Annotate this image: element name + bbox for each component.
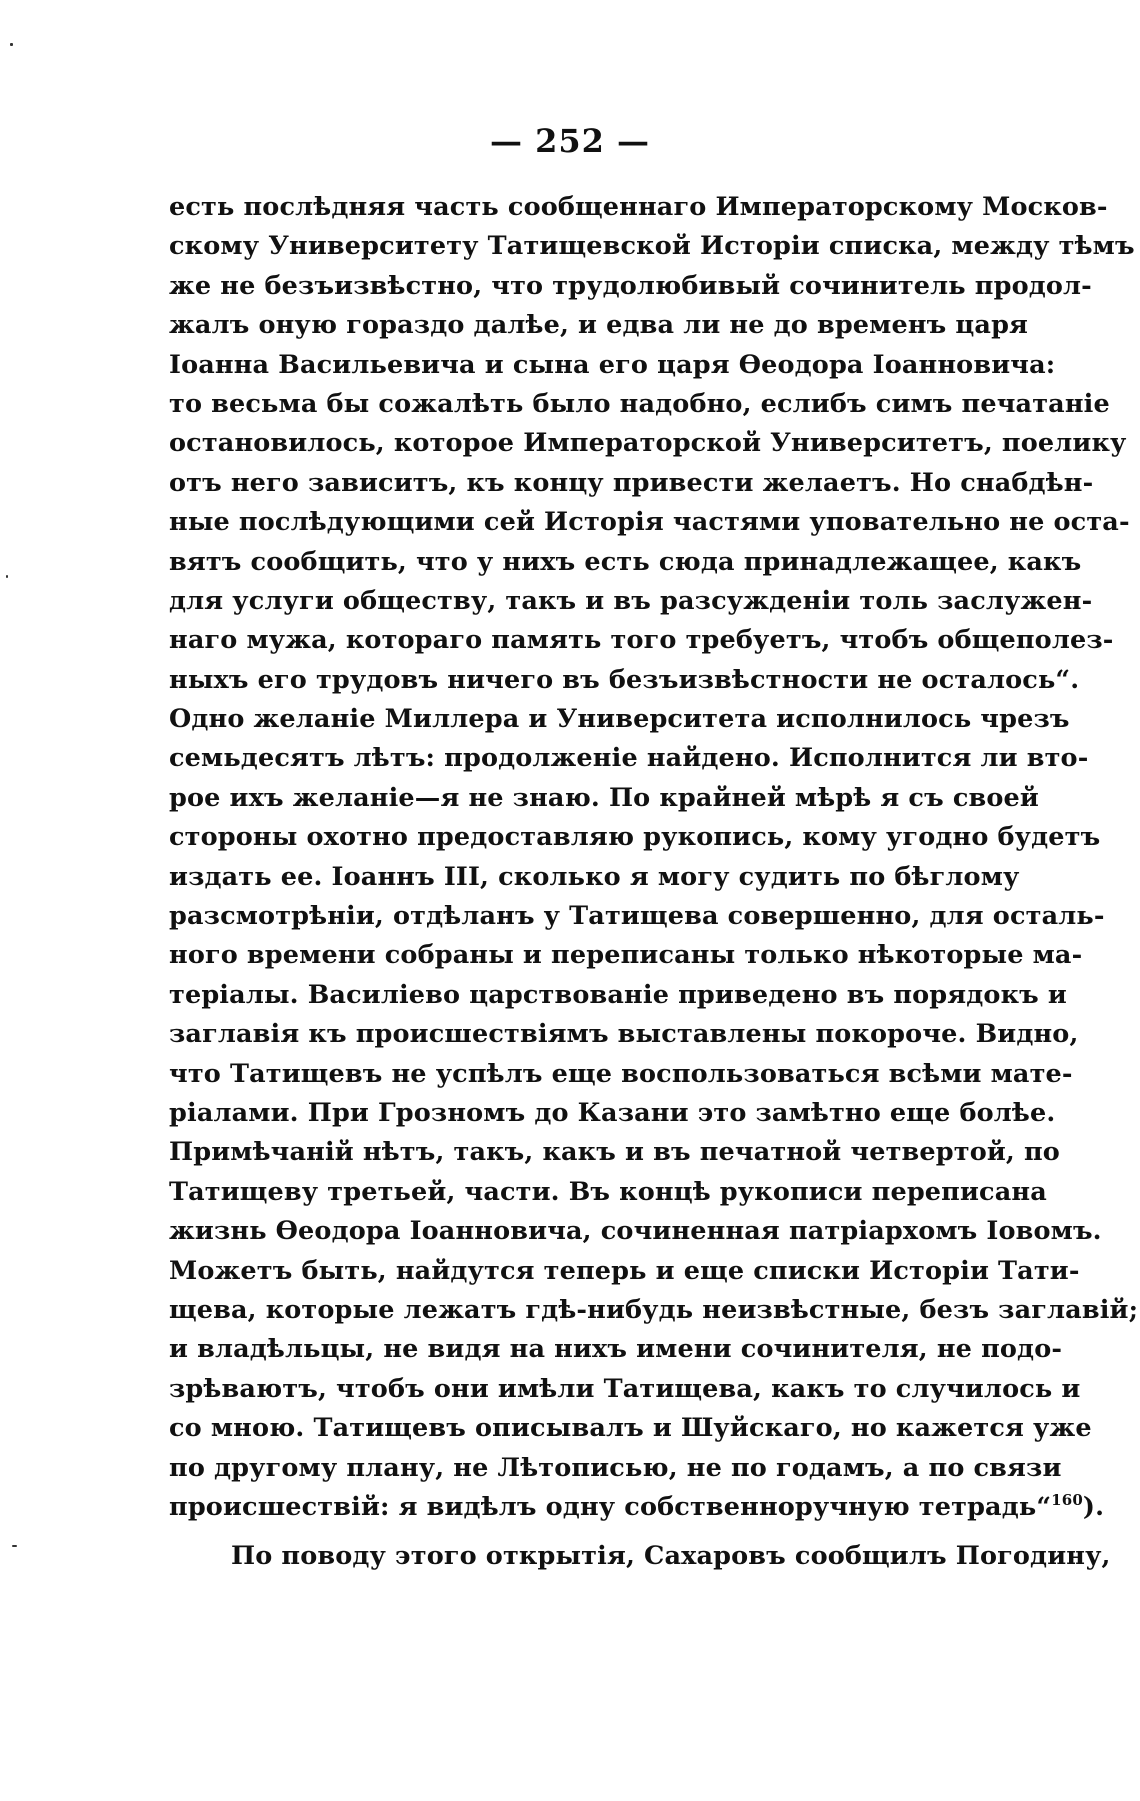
text-line: остановилось, которое Императорской Университетъ, поелику [169,428,1127,459]
text-line: Одно желаніе Миллера и Университета исполнилось чрезъ [169,704,1070,735]
line-end: ). [1082,1491,1105,1522]
text-line: жалъ оную гораздо далѣе, и едва ли не до временъ царя [169,310,1029,341]
text-line: отъ него зависитъ, къ концу привести желаетъ. Но снабдѣн- [169,467,1094,498]
text-line: со мною. Татищевъ описывалъ и Шуйскаго, но кажется уже [169,1413,1092,1444]
text-line: стороны охотно предоставляю рукопись, кому угодно будетъ [169,822,1101,853]
scan-speck [12,1545,17,1547]
text-line: семьдесятъ лѣтъ: продолженіе найдено. Исполнится ли вто- [169,743,1089,774]
paragraph-start-line: По поводу этого открытія, Сахаровъ сообщилъ Погодину, [231,1541,1111,1572]
text-line: и владѣльцы, не видя на нихъ имени сочинителя, не подо- [169,1334,1063,1365]
text-line: издать ее. Іоаннъ III, сколько я могу судить по бѣглому [169,861,1020,892]
text-line: есть послѣдняя часть сообщеннаго Императорскому Москов- [169,192,1108,222]
text-line: щева, которые лежатъ гдѣ-нибудь неизвѣстные, безъ заглавій; [169,1294,1139,1325]
text-line: по другому плану, не Лѣтописью, не по годамъ, а по связи [169,1452,1062,1483]
text-line: скому Университету Татищевской Исторіи списка, между тѣмъ [169,231,1135,262]
body-text [169,188,1139,1577]
text-line: ріалами. При Грозномъ до Казани это замѣтно еще болѣе. [169,1097,1056,1128]
text-line: жизнь Ѳеодора Іоанновича, сочиненная патріархомъ Іовомъ. [169,1216,1102,1247]
text-line: что Татищевъ не успѣлъ еще воспользоваться всѣми мате- [169,1058,1073,1089]
text-line: для услуги обществу, такъ и въ разсужденіи толь заслужен- [169,585,1093,616]
text-line: ного времени собраны и переписаны только нѣкоторые ма- [169,940,1083,971]
text-line: ныхъ его трудовъ ничего въ безъизвѣстности не осталось“. [169,664,1080,695]
text-line: заглавія къ происшествіямъ выставлены покороче. Видно, [169,1019,1079,1050]
text-line: то весьма бы сожалѣть было надобно, еслибъ симъ печатаніе [169,388,1110,419]
text-line: же не безъизвѣстно, что трудолюбивый сочинитель продол- [169,270,1092,301]
scan-speck [10,43,13,46]
scan-speck [6,575,8,578]
text-line: теріалы. Василіево царствованіе приведено въ порядокъ и [169,979,1067,1010]
text-line: наго мужа, котораго память того требуетъ, чтобъ общеполез- [169,625,1114,656]
text-line-with-footnote [169,1488,1105,1527]
text-line: вятъ сообщить, что у нихъ есть сюда принадлежащее, какъ [169,546,1082,577]
text-line: ные послѣдующими сей Исторія частями уповательно не оста- [169,507,1130,538]
line-text: происшествій: я видѣлъ одну собственноручную тетрадь“ [169,1491,1052,1522]
text-line: Татищеву третьей, части. Въ концѣ рукописи переписана [169,1176,1047,1207]
text-line: зрѣваютъ, чтобъ они имѣли Татищева, какъ то случилось и [169,1373,1081,1404]
text-line: Іоанна Васильевича и сына его царя Ѳеодора Іоанновича: [169,349,1056,380]
footnote-reference: 160 [1051,1490,1083,1509]
text-line: Можетъ быть, найдутся теперь и еще списки Исторіи Тати- [169,1255,1080,1286]
text-line: разсмотрѣніи, отдѣланъ у Татищева совершенно, для осталь- [169,901,1105,932]
page-number: — 252 — [489,122,651,160]
text-line: рое ихъ желаніе—я не знаю. По крайней мѣрѣ я съ своей [169,782,1039,813]
text-line: Примѣчаній нѣтъ, такъ, какъ и въ печатной четвертой, по [169,1137,1060,1168]
